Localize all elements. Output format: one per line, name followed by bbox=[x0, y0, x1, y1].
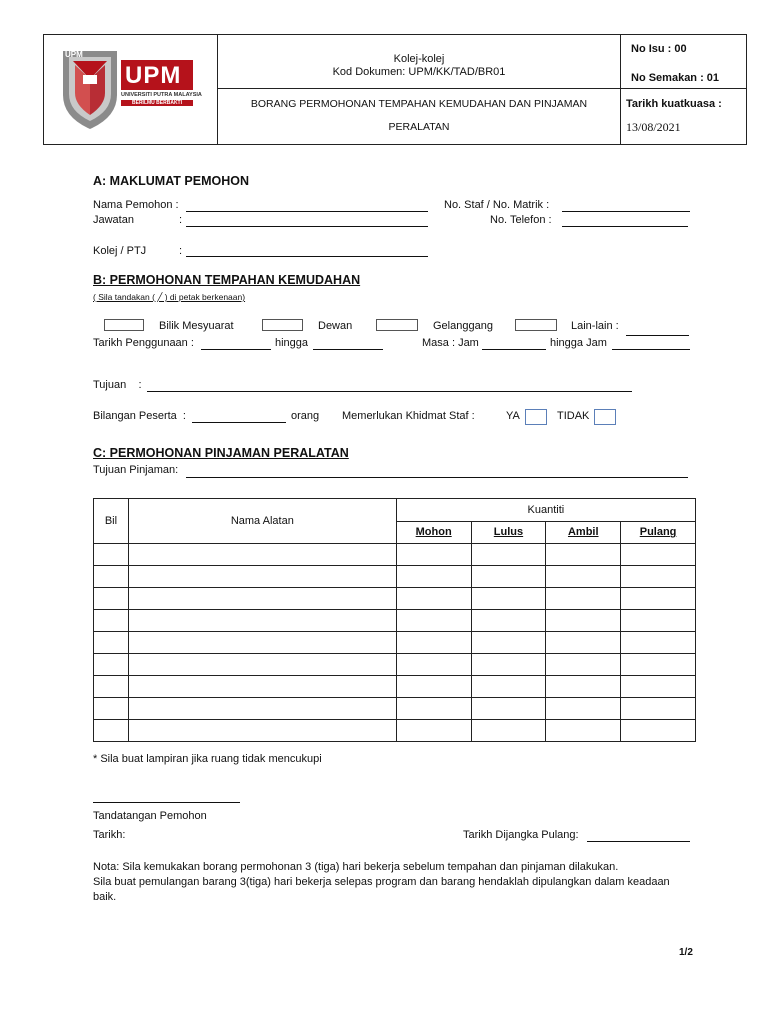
note-line-1: Nota: Sila kemukakan borang permohonan 3 (tiga) hari bekerja sebelum tempahan dan pinjaman dilakukan. bbox=[93, 861, 619, 873]
table-row bbox=[94, 544, 696, 566]
logo-brand: UPM bbox=[125, 62, 182, 89]
usage-date-label: Tarikh Penggunaan : bbox=[93, 337, 194, 349]
section-c-title: C: PERMOHONAN PINJAMAN PERALATAN bbox=[93, 446, 349, 460]
option-meeting-room: Bilik Mesyuarat bbox=[159, 320, 234, 332]
loan-purpose-field[interactable] bbox=[186, 477, 688, 478]
time-until: hingga Jam bbox=[550, 337, 607, 349]
section-b-hint: ( Sila tandakan ( ╱ ) di petak berkenaan) bbox=[93, 292, 246, 302]
issue-number: No Isu : 00 bbox=[631, 43, 687, 55]
participants-field[interactable] bbox=[192, 422, 286, 423]
position-colon: : bbox=[179, 214, 183, 226]
checkbox-court[interactable] bbox=[376, 319, 418, 331]
table-row bbox=[94, 632, 696, 654]
header-taken: Ambil bbox=[546, 521, 621, 544]
header-returned: Pulang bbox=[621, 521, 696, 544]
document-code: Kod Dokumen: UPM/KK/TAD/BR01 bbox=[332, 66, 506, 78]
attachment-note: * Sila buat lampiran jika ruang tidak mencukupi bbox=[93, 753, 322, 765]
table-row bbox=[94, 610, 696, 632]
logo-small-brand: UPM bbox=[65, 50, 83, 59]
logo-university-name: UNIVERSITI PUTRA MALAYSIA bbox=[121, 92, 202, 98]
option-other: Lain-lain : bbox=[571, 320, 619, 332]
purpose-field[interactable] bbox=[147, 391, 632, 392]
checkbox-meeting-room[interactable] bbox=[104, 319, 144, 331]
signature-field[interactable] bbox=[93, 802, 240, 803]
table-row bbox=[94, 588, 696, 610]
checkbox-other[interactable] bbox=[515, 319, 557, 331]
staff-service-no: TIDAK bbox=[557, 410, 590, 422]
checkbox-no[interactable] bbox=[594, 409, 616, 425]
form-title-line-1: BORANG PERMOHONAN TEMPAHAN KEMUDAHAN DAN PINJAMAN bbox=[250, 98, 588, 110]
header-requested: Mohon bbox=[396, 521, 471, 544]
header-quantity: Kuantiti bbox=[396, 499, 695, 522]
staff-service-yes: YA bbox=[506, 410, 520, 422]
applicant-name-field[interactable] bbox=[186, 211, 428, 212]
participants-unit: orang bbox=[291, 410, 320, 422]
position-field[interactable] bbox=[186, 226, 428, 227]
logo-motto: BERILMU BERBAKTI bbox=[121, 100, 193, 106]
header-bil: Bil bbox=[94, 499, 129, 544]
department: Kolej-kolej bbox=[393, 53, 445, 65]
date-label: Tarikh: bbox=[93, 829, 126, 841]
revision-number: No Semakan : 01 bbox=[631, 72, 720, 84]
college-label: Kolej / PTJ bbox=[93, 245, 147, 257]
participants-label: Bilangan Peserta : bbox=[93, 410, 186, 422]
page-number: 1/2 bbox=[679, 947, 693, 958]
staff-no-field[interactable] bbox=[562, 211, 690, 212]
section-a-title: A: MAKLUMAT PEMOHON bbox=[93, 174, 249, 188]
upm-logo bbox=[59, 45, 204, 135]
effective-label: Tarikh kuatkuasa : bbox=[626, 98, 722, 110]
note-line-3: baik. bbox=[93, 891, 117, 903]
usage-date-from-field[interactable] bbox=[201, 349, 271, 350]
applicant-name-label: Nama Pemohon : bbox=[93, 199, 179, 211]
form-title-line-2: PERALATAN bbox=[388, 121, 450, 133]
other-field[interactable] bbox=[626, 335, 689, 336]
signature-label: Tandatangan Pemohon bbox=[93, 810, 207, 822]
college-colon: : bbox=[179, 245, 183, 257]
time-label: Masa : Jam bbox=[422, 337, 479, 349]
usage-date-until: hingga bbox=[275, 337, 309, 349]
expected-return-label: Tarikh Dijangka Pulang: bbox=[463, 829, 579, 841]
note-line-2: Sila buat pemulangan barang 3(tiga) hari bekerja selepas program dan barang hendaklah dipulangkan dalam keadaan bbox=[93, 876, 670, 888]
expected-return-field[interactable] bbox=[587, 841, 690, 842]
phone-label: No. Telefon : bbox=[490, 214, 552, 226]
table-row bbox=[94, 566, 696, 588]
effective-date: 13/08/2021 bbox=[626, 120, 681, 134]
table-row bbox=[94, 676, 696, 698]
time-to-field[interactable] bbox=[612, 349, 690, 350]
document-header bbox=[43, 34, 747, 145]
loan-purpose-label: Tujuan Pinjaman: bbox=[93, 464, 179, 476]
usage-date-to-field[interactable] bbox=[313, 349, 383, 350]
table-row bbox=[94, 654, 696, 676]
option-court: Gelanggang bbox=[433, 320, 493, 332]
table-row bbox=[94, 720, 696, 742]
header-item-name: Nama Alatan bbox=[128, 499, 396, 544]
staff-no-label: No. Staf / No. Matrik : bbox=[444, 199, 550, 211]
table-row bbox=[94, 698, 696, 720]
staff-service-label: Memerlukan Khidmat Staf : bbox=[342, 410, 475, 422]
phone-field[interactable] bbox=[562, 226, 688, 227]
header-approved: Lulus bbox=[471, 521, 546, 544]
option-hall: Dewan bbox=[318, 320, 353, 332]
purpose-label: Tujuan : bbox=[93, 379, 142, 391]
position-label: Jawatan bbox=[93, 214, 134, 226]
equipment-table bbox=[93, 498, 696, 742]
checkbox-yes[interactable] bbox=[525, 409, 547, 425]
checkbox-hall[interactable] bbox=[262, 319, 303, 331]
college-field[interactable] bbox=[186, 256, 428, 257]
time-from-field[interactable] bbox=[482, 349, 546, 350]
section-b-title: B: PERMOHONAN TEMPAHAN KEMUDAHAN bbox=[93, 273, 361, 287]
